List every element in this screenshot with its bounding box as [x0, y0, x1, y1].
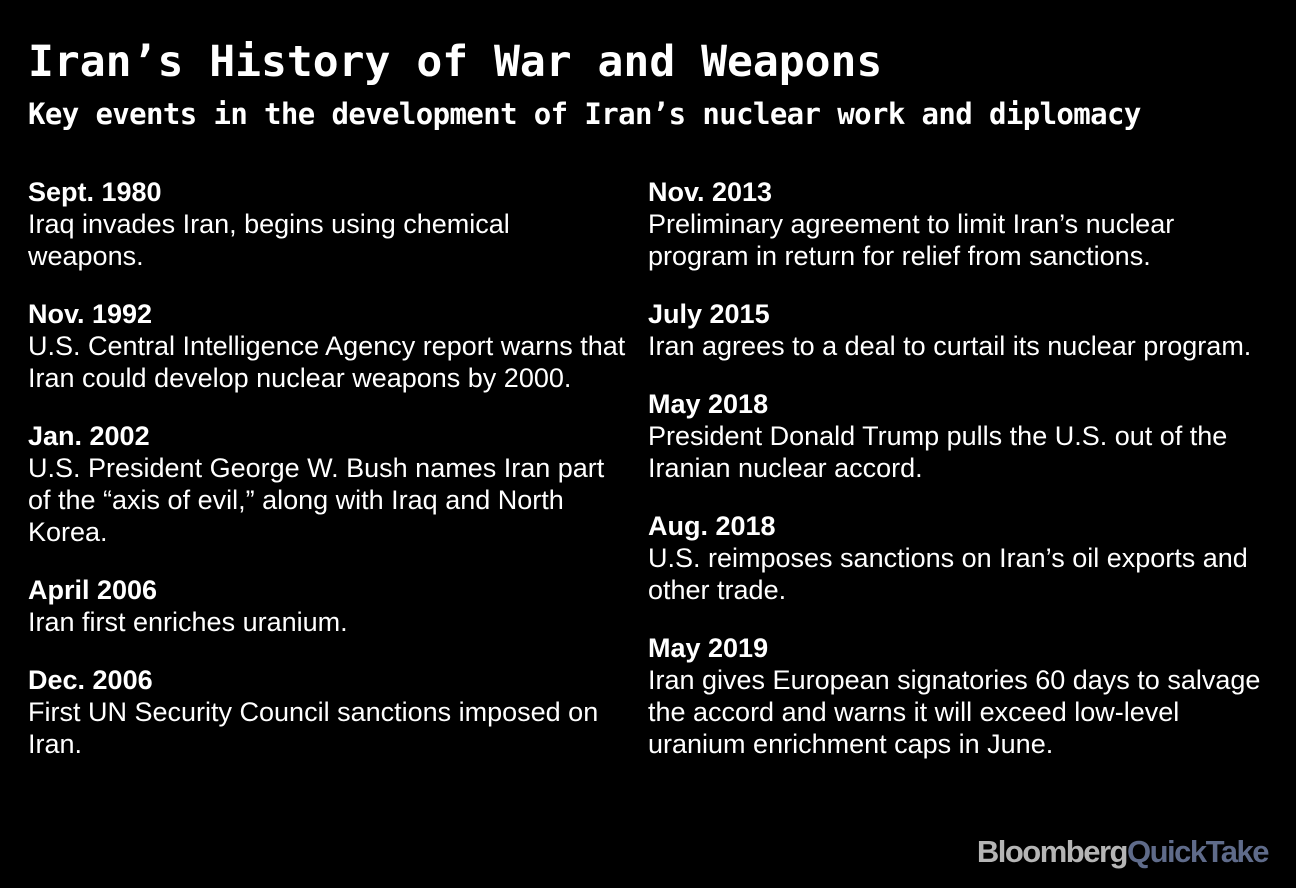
- event-description: U.S. reimposes sanctions on Iran’s oil exports and other trade.: [648, 543, 1248, 605]
- page-title: Iran’s History of War and Weapons: [28, 37, 883, 87]
- event-date: Sept. 1980: [28, 177, 162, 207]
- event-date: May 2018: [648, 389, 769, 419]
- event-description: Preliminary agreement to limit Iran’s nuclear program in return for relief from sanctions.: [648, 209, 1175, 271]
- event-description: U.S. Central Intelligence Agency report warns that Iran could develop nuclear weapons by 2000.: [28, 331, 626, 393]
- event-date: Nov. 2013: [648, 177, 773, 207]
- bloomberg-quicktake-logo: [977, 832, 1268, 872]
- timeline-right-column: [648, 176, 1268, 786]
- event-date: Dec. 2006: [28, 665, 153, 695]
- timeline-event: [28, 298, 628, 394]
- timeline-event: [28, 420, 628, 548]
- timeline-event: [648, 298, 1268, 362]
- logo-brand: Bloomberg: [976, 834, 1127, 869]
- event-description: Iraq invades Iran, begins using chemical weapons.: [28, 209, 510, 271]
- timeline-event: [648, 176, 1268, 272]
- event-description: Iran gives European signatories 60 days to salvage the accord and warns it will exceed low-level uranium enrichment caps in June.: [648, 665, 1261, 759]
- timeline-event: [648, 632, 1268, 760]
- page-subtitle: Key events in the development of Iran’s nuclear work and diplomacy: [28, 97, 1141, 131]
- event-date: April 2006: [28, 575, 158, 605]
- timeline-left-column: [28, 176, 628, 786]
- event-date: Nov. 1992: [28, 299, 153, 329]
- event-date: July 2015: [648, 299, 770, 329]
- timeline-event: [28, 176, 628, 272]
- timeline-event: [28, 574, 628, 638]
- event-date: May 2019: [648, 633, 769, 663]
- event-description: Iran agrees to a deal to curtail its nuclear program.: [648, 331, 1252, 361]
- timeline-event: [28, 664, 628, 760]
- event-description: President Donald Trump pulls the U.S. out of the Iranian nuclear accord.: [648, 421, 1228, 483]
- timeline-event: [648, 510, 1268, 606]
- timeline-event: [648, 388, 1268, 484]
- event-date: Jan. 2002: [28, 421, 150, 451]
- event-description: Iran first enriches uranium.: [28, 607, 348, 637]
- logo-product: QuickTake: [1126, 834, 1268, 869]
- event-description: U.S. President George W. Bush names Iran part of the “axis of evil,” along with Iraq and North Korea.: [28, 453, 605, 547]
- event-date: Aug. 2018: [648, 511, 776, 541]
- event-description: First UN Security Council sanctions imposed on Iran.: [28, 697, 599, 759]
